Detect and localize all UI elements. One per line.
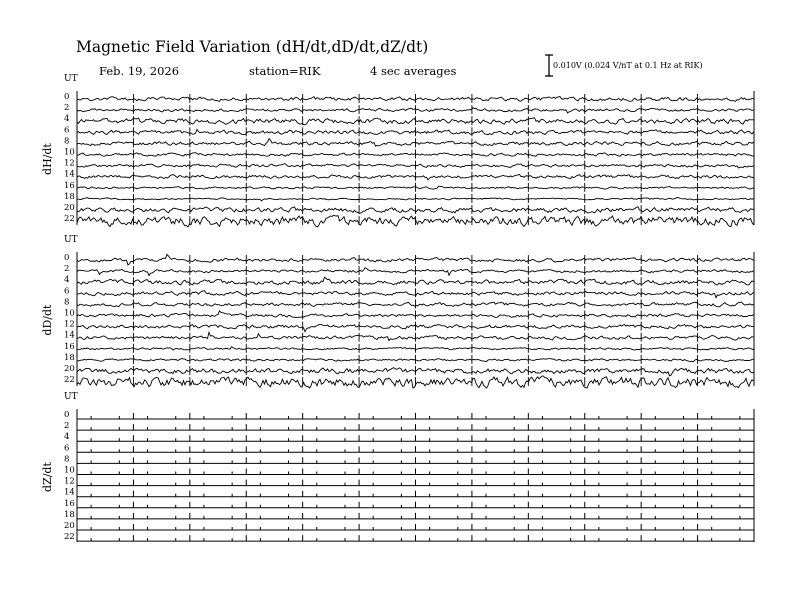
- row-label: 16: [64, 341, 75, 352]
- row-label: 8: [64, 297, 70, 308]
- row-label: 0: [64, 92, 70, 102]
- panel-dhdt: [41, 74, 754, 227]
- chart-title: Magnetic Field Variation (dH/dt,dD/dt,dZ/dt): [76, 38, 429, 56]
- row-label: 0: [64, 253, 70, 263]
- row-label: 10: [64, 465, 75, 476]
- scale-label: 0.010V (0.024 V/nT at 0.1 Hz at RIK): [553, 61, 703, 70]
- row-label: 10: [64, 147, 75, 158]
- row-label: 22: [64, 214, 75, 225]
- row-label: 22: [64, 532, 75, 543]
- scale-bar: [545, 55, 553, 76]
- row-label: 6: [64, 443, 70, 454]
- row-label: 8: [64, 454, 70, 465]
- row-label: 18: [64, 352, 75, 363]
- row-label: 10: [64, 308, 75, 319]
- row-label: 20: [64, 203, 75, 213]
- ut-label: UT: [64, 392, 78, 402]
- row-label: 12: [64, 319, 75, 330]
- row-label: 22: [64, 375, 75, 386]
- row-label: 20: [64, 521, 75, 531]
- component-axis-label: dZ/dt: [41, 462, 54, 492]
- row-label: 14: [64, 169, 75, 180]
- station-label: station=RIK: [249, 64, 321, 78]
- row-label: 6: [64, 125, 70, 136]
- averaging-label: 4 sec averages: [370, 64, 457, 78]
- row-label: 0: [64, 410, 70, 420]
- row-label: 16: [64, 498, 75, 509]
- row-label: 20: [64, 364, 75, 374]
- row-label: 18: [64, 509, 75, 520]
- row-label: 4: [64, 114, 70, 125]
- row-label: 14: [64, 330, 75, 341]
- component-axis-label: dH/dt: [41, 143, 54, 175]
- row-label: 4: [64, 432, 70, 443]
- row-label: 8: [64, 136, 70, 147]
- row-label: 14: [64, 487, 75, 498]
- ut-label: UT: [64, 74, 78, 84]
- ut-label: UT: [64, 235, 78, 245]
- row-label: 16: [64, 180, 75, 191]
- row-label: 6: [64, 286, 70, 297]
- panel-dddt: [41, 235, 754, 388]
- row-label: 4: [64, 275, 70, 286]
- panel-dzdt: [41, 392, 754, 542]
- row-label: 2: [64, 103, 70, 114]
- row-label: 12: [64, 476, 75, 487]
- date-label: Feb. 19, 2026: [99, 64, 180, 78]
- row-label: 18: [64, 191, 75, 202]
- row-label: 12: [64, 158, 75, 169]
- row-label: 2: [64, 264, 70, 275]
- component-axis-label: dD/dt: [41, 304, 54, 336]
- row-label: 2: [64, 421, 70, 432]
